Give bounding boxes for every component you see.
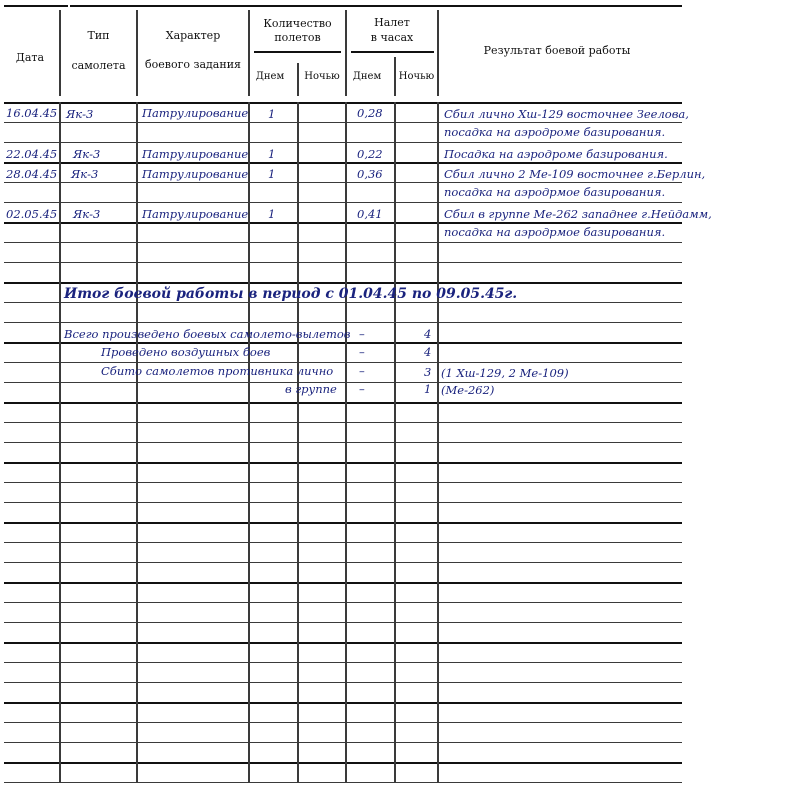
grid-col-line bbox=[394, 102, 396, 782]
grid-col-line bbox=[297, 102, 299, 782]
grid-row-line bbox=[4, 182, 682, 183]
hours-subheader-line bbox=[351, 51, 434, 53]
header-type-line2: самолета bbox=[71, 59, 126, 72]
summary-note: (1 Хш-129, 2 Ме-109) bbox=[441, 366, 569, 380]
entry-date: 02.05.45 bbox=[6, 207, 58, 221]
entry-date: 22.04.45 bbox=[6, 147, 58, 161]
entry-type: Як-3 bbox=[73, 207, 101, 221]
summary-dash: – bbox=[359, 345, 365, 359]
entry-flights-day: 1 bbox=[268, 147, 276, 161]
header-flights-line2: полетов bbox=[274, 31, 321, 44]
grid-col-line bbox=[248, 102, 250, 782]
header-result: Результат боевой работы bbox=[483, 44, 631, 57]
header-col-line bbox=[136, 10, 138, 96]
entry-mission: Патрулирование bbox=[142, 207, 249, 221]
header-col-line bbox=[59, 10, 61, 96]
grid-col-line bbox=[345, 102, 347, 782]
header-top-line bbox=[4, 5, 68, 7]
summary-value: 1 bbox=[424, 382, 432, 396]
grid-row-line bbox=[4, 442, 682, 443]
summary-dash: – bbox=[359, 382, 365, 396]
entry-mission: Патрулирование bbox=[142, 147, 249, 161]
header-mission-line1: Характер bbox=[165, 29, 221, 42]
entry-result-line1: Посадка на аэродроме базирования. bbox=[444, 147, 668, 161]
grid-row-line bbox=[4, 662, 682, 663]
grid-row-line bbox=[4, 122, 682, 123]
header-hours-day: Днем bbox=[352, 71, 382, 82]
entry-mission: Патрулирование bbox=[142, 167, 249, 181]
header-flights-day: Днем bbox=[255, 71, 285, 82]
grid-row-line bbox=[4, 322, 682, 323]
summary-label: Сбито самолетов противника лично bbox=[101, 364, 334, 378]
summary-value: 3 bbox=[424, 365, 432, 379]
grid-row-line bbox=[4, 382, 682, 383]
grid-row-line bbox=[4, 142, 682, 143]
entry-flights-day: 1 bbox=[268, 107, 276, 121]
grid-row-line bbox=[4, 422, 682, 423]
entry-result-line2: посадка на аэродроме базирования. bbox=[444, 125, 666, 139]
summary-value: 4 bbox=[424, 327, 432, 341]
grid-row-line bbox=[4, 562, 682, 563]
summary-label: Всего произведено боевых самолето-вылетов bbox=[64, 327, 351, 341]
grid-row-line bbox=[4, 202, 682, 203]
grid-row-line bbox=[4, 402, 682, 404]
header-flights-night: Ночью bbox=[304, 71, 340, 82]
entry-flights-day: 1 bbox=[268, 167, 276, 181]
grid-row-line bbox=[4, 242, 682, 243]
entry-type: Як-3 bbox=[73, 147, 101, 161]
grid-row-line bbox=[4, 342, 682, 344]
entry-result-line1: Сбил в группе Ме-262 западнее г.Нейдамм, bbox=[444, 207, 712, 221]
grid-row-line bbox=[4, 502, 682, 503]
summary-dash: – bbox=[359, 327, 365, 341]
grid-row-line bbox=[4, 482, 682, 483]
grid-row-line bbox=[4, 702, 682, 704]
grid-row-line bbox=[4, 642, 682, 644]
summary-label: в группе bbox=[285, 382, 337, 396]
grid-row-line bbox=[4, 362, 682, 363]
entry-result-line2: посадка на аэродрмое базирования. bbox=[444, 225, 666, 239]
entry-hours-day: 0,36 bbox=[357, 167, 383, 181]
entry-type: Як-3 bbox=[66, 107, 94, 121]
grid-col-line bbox=[437, 102, 439, 782]
entry-result-line2: посадка на аэродрмое базирования. bbox=[444, 185, 666, 199]
grid-row-line bbox=[4, 542, 682, 543]
entry-mission: Патрулирование bbox=[142, 106, 249, 120]
header-hours-line1: Налет bbox=[374, 16, 410, 29]
grid-row-line bbox=[4, 742, 682, 743]
entry-hours-day: 0,22 bbox=[357, 147, 383, 161]
header-type-line1: Тип bbox=[87, 29, 110, 42]
summary-dash: – bbox=[359, 364, 365, 378]
summary-title: Итог боевой работы в период с 01.04.45 по 09.05.45г. bbox=[64, 286, 518, 302]
entry-type: Як-3 bbox=[71, 167, 99, 181]
grid-row-line bbox=[4, 102, 682, 104]
header-flights-line1: Количество bbox=[263, 17, 332, 30]
grid-row-line bbox=[4, 762, 682, 764]
summary-value: 4 bbox=[424, 345, 432, 359]
entry-hours-day: 0,41 bbox=[357, 207, 383, 221]
header-top-line bbox=[70, 5, 682, 7]
header-date: Дата bbox=[15, 51, 45, 64]
grid-row-line bbox=[4, 522, 682, 524]
grid-row-line bbox=[4, 162, 682, 164]
entry-hours-day: 0,28 bbox=[357, 106, 383, 120]
grid-row-line bbox=[4, 582, 682, 584]
grid-row-line bbox=[4, 302, 682, 303]
header-hours-line2: в часах bbox=[370, 31, 414, 44]
grid-row-line bbox=[4, 262, 682, 263]
summary-label: Проведено воздушных боев bbox=[101, 345, 271, 359]
entry-flights-day: 1 bbox=[268, 207, 276, 221]
grid-row-line bbox=[4, 722, 682, 723]
entry-result-line1: Сбил лично 2 Ме-109 восточнее г.Берлин, bbox=[444, 167, 706, 181]
grid-row-line bbox=[4, 282, 682, 284]
entry-date: 16.04.45 bbox=[6, 106, 58, 120]
summary-note: (Ме-262) bbox=[441, 383, 495, 397]
header-hours-night: Ночью bbox=[398, 71, 435, 82]
grid-row-line bbox=[4, 602, 682, 603]
grid-row-line bbox=[4, 222, 682, 224]
grid-col-line bbox=[136, 102, 138, 782]
flights-subheader-line bbox=[254, 51, 341, 53]
grid-row-line bbox=[4, 622, 682, 623]
grid-col-line bbox=[59, 102, 61, 782]
entry-date: 28.04.45 bbox=[6, 167, 58, 181]
grid-row-line bbox=[4, 682, 682, 683]
grid-row-line bbox=[4, 782, 682, 783]
entry-result-line1: Сбил лично Хш-129 восточнее Зеелова, bbox=[444, 107, 689, 121]
grid-row-line bbox=[4, 462, 682, 464]
header-mission-line2: боевого задания bbox=[145, 58, 241, 71]
